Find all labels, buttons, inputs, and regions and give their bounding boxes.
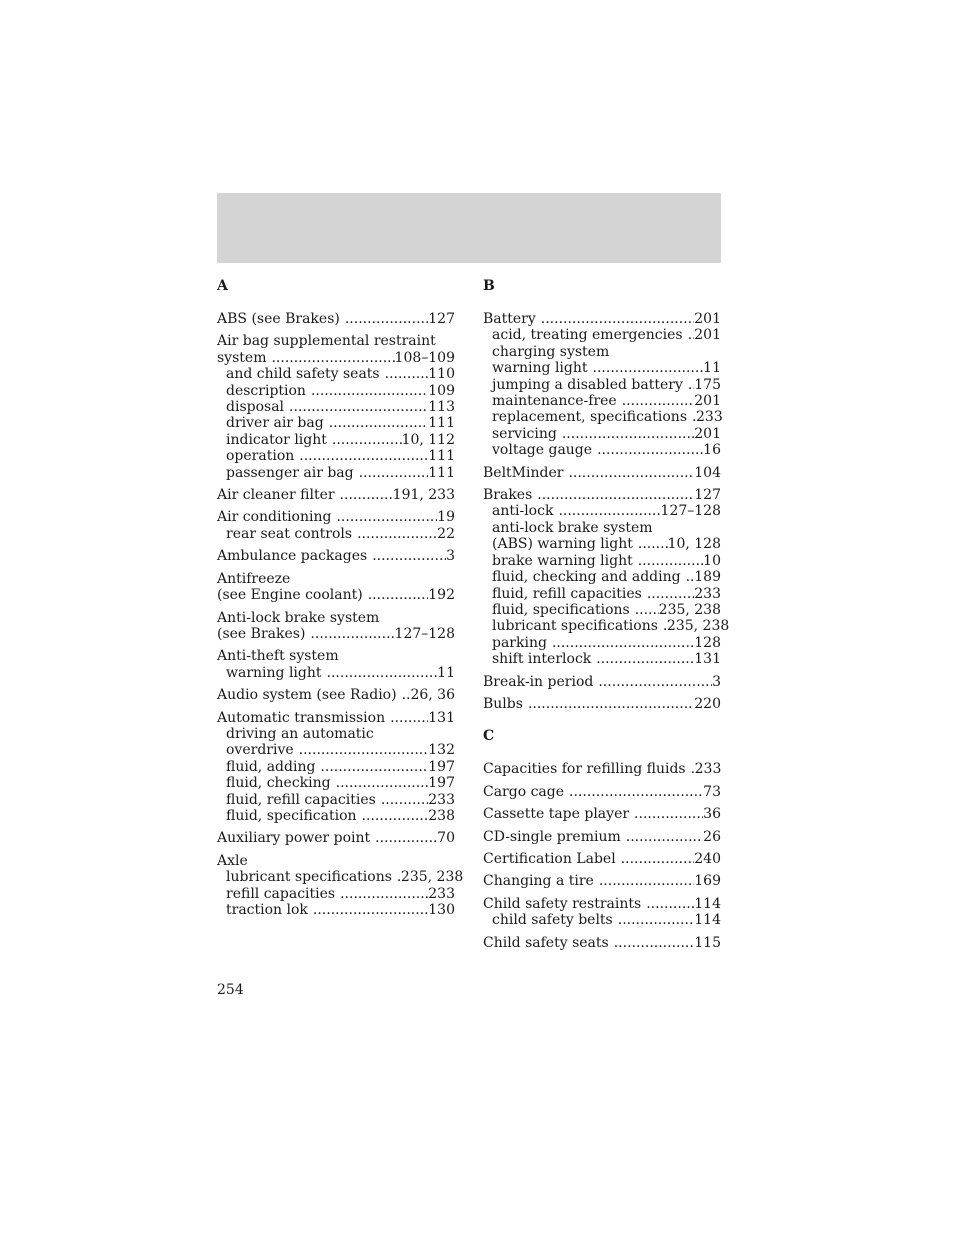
index-entry bbox=[217, 648, 455, 681]
page-reference: 109 bbox=[428, 382, 455, 399]
index-heading bbox=[217, 571, 455, 587]
entry-text: Ambulance packages bbox=[217, 548, 368, 565]
index-subentry bbox=[483, 409, 721, 425]
dot-leader bbox=[593, 360, 704, 376]
index-heading bbox=[217, 548, 455, 564]
dot-leader bbox=[329, 415, 429, 431]
index-subentry bbox=[217, 726, 455, 742]
page-reference: 111 bbox=[428, 415, 455, 432]
dot-leader bbox=[569, 784, 703, 800]
page-reference: 240 bbox=[694, 850, 721, 867]
index-subentry bbox=[217, 415, 455, 431]
entry-text: anti-lock bbox=[492, 503, 554, 520]
index-subentry bbox=[217, 759, 455, 775]
entry-text: Anti-theft system bbox=[217, 648, 339, 665]
index-entry bbox=[483, 696, 721, 712]
entry-text: charging system bbox=[492, 343, 610, 360]
dot-leader bbox=[597, 442, 703, 458]
index-heading bbox=[217, 687, 455, 703]
index-heading bbox=[483, 465, 721, 481]
dot-leader bbox=[537, 487, 694, 503]
entry-text: CD-single premium bbox=[483, 828, 621, 845]
dot-leader bbox=[614, 935, 695, 951]
index-entry bbox=[217, 830, 455, 846]
entry-text: Air conditioning bbox=[217, 509, 332, 526]
entry-text: overdrive bbox=[226, 742, 294, 759]
entry-text: fluid, checking and adding bbox=[492, 569, 681, 586]
page-reference: 220 bbox=[694, 695, 721, 712]
dot-leader bbox=[634, 806, 703, 822]
index-subentry bbox=[483, 503, 721, 519]
index-heading bbox=[217, 311, 455, 327]
entry-text: Audio system (see Radio) bbox=[217, 687, 397, 704]
index-heading bbox=[217, 333, 455, 349]
entry-text: fluid, adding bbox=[226, 758, 316, 775]
index-heading bbox=[217, 587, 455, 603]
dot-leader bbox=[541, 311, 694, 327]
dot-leader bbox=[688, 327, 695, 343]
entry-text: Cassette tape player bbox=[483, 806, 630, 823]
index-heading bbox=[483, 311, 721, 327]
dot-leader bbox=[598, 674, 712, 690]
dot-leader bbox=[372, 548, 446, 564]
index-heading bbox=[483, 487, 721, 503]
index-entry bbox=[217, 710, 455, 825]
dot-leader bbox=[528, 696, 694, 712]
dot-leader bbox=[618, 912, 695, 928]
index-heading bbox=[483, 674, 721, 690]
entry-text: shift interlock bbox=[492, 651, 592, 668]
dot-leader bbox=[357, 526, 437, 542]
entry-text: Bulbs bbox=[483, 695, 523, 712]
entry-text: (see Engine coolant) bbox=[217, 587, 363, 604]
dot-leader bbox=[385, 366, 429, 382]
page-reference: 26, 36 bbox=[410, 687, 455, 704]
index-subentry bbox=[483, 426, 721, 442]
index-entry bbox=[217, 487, 455, 503]
index-column-right bbox=[483, 278, 730, 957]
dot-leader bbox=[320, 759, 428, 775]
index-subentry bbox=[483, 602, 721, 618]
page-reference: 111 bbox=[428, 464, 455, 481]
index-subentry bbox=[217, 902, 455, 918]
entry-text: anti-lock brake system bbox=[492, 519, 653, 536]
dot-leader bbox=[299, 742, 429, 758]
dot-leader bbox=[340, 487, 393, 503]
entry-text: Automatic transmission bbox=[217, 709, 386, 726]
entry-text: jumping a disabled battery bbox=[492, 376, 683, 393]
page-reference: 192 bbox=[428, 587, 455, 604]
index-subentry bbox=[217, 399, 455, 415]
entry-text: voltage gauge bbox=[492, 442, 593, 459]
index-subentry bbox=[217, 383, 455, 399]
index-subentry bbox=[483, 635, 721, 651]
index-entry bbox=[483, 674, 721, 690]
entry-text: servicing bbox=[492, 425, 557, 442]
dot-leader bbox=[359, 465, 429, 481]
dot-leader bbox=[622, 393, 695, 409]
page-reference: 19 bbox=[437, 509, 455, 526]
dot-leader bbox=[368, 587, 429, 603]
index-entry bbox=[217, 311, 455, 327]
page-reference: 115 bbox=[694, 934, 721, 951]
entry-text: Auxiliary power point bbox=[217, 830, 371, 847]
entry-text: Axle bbox=[217, 852, 248, 869]
page-reference: 111 bbox=[428, 448, 455, 465]
index-subentry bbox=[217, 869, 464, 886]
page-reference: 189 bbox=[694, 569, 721, 586]
entry-text: Capacities for refilling fluids bbox=[483, 761, 686, 778]
page-reference: 110 bbox=[428, 366, 455, 383]
entry-text: Anti-lock brake system bbox=[217, 609, 380, 626]
index-heading bbox=[217, 509, 455, 525]
index-subentry bbox=[483, 912, 721, 928]
dot-leader bbox=[299, 448, 428, 464]
dot-leader bbox=[327, 665, 438, 681]
page-reference: 26 bbox=[703, 828, 721, 845]
dot-leader bbox=[336, 509, 437, 525]
header-band bbox=[217, 193, 721, 263]
entry-text: operation bbox=[226, 448, 295, 465]
dot-leader bbox=[635, 602, 659, 618]
index-heading bbox=[217, 853, 455, 869]
page-reference: 10, 128 bbox=[667, 536, 721, 553]
index-subentry bbox=[217, 886, 455, 902]
dot-leader bbox=[362, 808, 429, 824]
dot-leader bbox=[686, 569, 695, 585]
section-letter: C bbox=[483, 728, 495, 745]
page-reference: 22 bbox=[437, 525, 455, 542]
entry-text: Air bag supplemental restraint bbox=[217, 333, 436, 350]
entry-text: Cargo cage bbox=[483, 783, 565, 800]
dot-leader bbox=[646, 896, 694, 912]
index-entry bbox=[217, 687, 455, 703]
index-entry bbox=[483, 761, 721, 777]
dot-leader bbox=[596, 651, 694, 667]
entry-text: Changing a tire bbox=[483, 873, 594, 890]
dot-leader bbox=[313, 902, 428, 918]
index-entry bbox=[483, 873, 721, 889]
page-reference: 169 bbox=[694, 873, 721, 890]
index-entry bbox=[217, 509, 455, 542]
page-number: 254 bbox=[217, 982, 244, 998]
page-reference: 201 bbox=[694, 311, 721, 327]
page-reference: 233 bbox=[694, 585, 721, 602]
index-heading bbox=[217, 626, 455, 642]
entry-text: fluid, checking bbox=[226, 775, 331, 792]
page-reference: 130 bbox=[428, 902, 455, 918]
index-heading bbox=[217, 830, 455, 846]
page-reference: 132 bbox=[428, 742, 455, 759]
index-subentry bbox=[483, 651, 721, 667]
entry-text: fluid, specifications bbox=[492, 601, 630, 618]
entry-text: rear seat controls bbox=[226, 525, 353, 542]
page-reference: 238 bbox=[428, 807, 455, 824]
page-reference: 70 bbox=[437, 830, 455, 847]
entry-text: fluid, specification bbox=[226, 807, 357, 824]
index-subentry bbox=[217, 775, 455, 791]
dot-leader bbox=[289, 399, 428, 415]
dot-leader bbox=[558, 503, 660, 519]
page-reference: 16 bbox=[703, 442, 721, 459]
index-subentry bbox=[483, 360, 721, 376]
index-heading bbox=[483, 806, 721, 822]
index-heading bbox=[217, 350, 455, 366]
index-subentry bbox=[483, 569, 721, 585]
index-subentry bbox=[217, 448, 455, 464]
dot-leader bbox=[381, 792, 428, 808]
index-heading bbox=[217, 610, 455, 626]
index-heading bbox=[483, 896, 721, 912]
entry-text: lubricant specifications bbox=[492, 618, 658, 635]
entry-text: indicator light bbox=[226, 431, 327, 448]
page-reference: 114 bbox=[694, 895, 721, 912]
dot-leader bbox=[599, 873, 694, 889]
dot-leader bbox=[552, 635, 694, 651]
page-reference: 233 bbox=[694, 761, 722, 778]
index-subentry bbox=[483, 536, 721, 552]
dot-leader bbox=[271, 350, 394, 366]
entry-text: warning light bbox=[492, 360, 588, 377]
index-heading bbox=[483, 829, 721, 845]
entry-text: maintenance-free bbox=[492, 393, 617, 410]
page-reference: 108–109 bbox=[394, 349, 455, 366]
page-reference: 131 bbox=[428, 709, 455, 726]
index-heading bbox=[217, 487, 455, 503]
entry-text: driving an automatic bbox=[226, 725, 374, 742]
index-subentry bbox=[217, 366, 455, 382]
entry-text: Child safety restraints bbox=[483, 895, 642, 912]
dot-leader bbox=[390, 710, 428, 726]
section-letter: B bbox=[483, 278, 495, 294]
dot-leader bbox=[336, 775, 429, 791]
entry-text: passenger air bag bbox=[226, 464, 354, 481]
index-subentry bbox=[483, 327, 721, 343]
entry-text: ABS (see Brakes) bbox=[217, 311, 340, 327]
page-reference: 127–128 bbox=[394, 625, 455, 642]
index-entry bbox=[217, 333, 455, 481]
page-reference: 113 bbox=[428, 399, 455, 416]
page-reference: 131 bbox=[694, 651, 721, 668]
index-entry bbox=[483, 935, 721, 951]
entry-text: disposal bbox=[226, 399, 285, 416]
page-reference: 10 bbox=[703, 552, 721, 569]
index-heading bbox=[483, 873, 721, 889]
dot-leader bbox=[638, 536, 668, 552]
entry-text: Child safety seats bbox=[483, 934, 609, 951]
index-subentry bbox=[483, 618, 730, 635]
index-heading bbox=[217, 648, 455, 664]
index-subentry bbox=[483, 586, 721, 602]
page-reference: 235, 238 bbox=[658, 601, 721, 618]
index-subentry bbox=[217, 465, 455, 481]
entry-text: Brakes bbox=[483, 487, 533, 504]
page-reference: 128 bbox=[694, 634, 721, 651]
index-column-left bbox=[217, 278, 464, 924]
index-heading bbox=[217, 710, 455, 726]
index-entry bbox=[483, 829, 721, 845]
page-reference: 201 bbox=[694, 425, 721, 442]
index-subentry bbox=[217, 526, 455, 542]
entry-text: brake warning light bbox=[492, 552, 633, 569]
dot-leader bbox=[562, 426, 694, 442]
index-entry bbox=[483, 465, 721, 481]
page-reference: 36 bbox=[703, 806, 721, 823]
dot-leader bbox=[621, 851, 695, 867]
index-heading bbox=[483, 935, 721, 951]
page-reference: 3 bbox=[446, 548, 455, 565]
index-heading bbox=[483, 851, 721, 867]
entry-text: warning light bbox=[226, 664, 322, 681]
dot-leader bbox=[626, 829, 703, 845]
entry-text: (see Brakes) bbox=[217, 625, 306, 642]
page-reference: 127–128 bbox=[660, 503, 721, 520]
page-reference: 197 bbox=[428, 775, 455, 792]
entry-text: lubricant specifications bbox=[226, 869, 392, 886]
entry-text: driver air bag bbox=[226, 415, 324, 432]
dot-leader bbox=[311, 383, 428, 399]
dot-leader bbox=[345, 311, 428, 327]
page-reference: 201 bbox=[694, 327, 721, 344]
page-reference: 11 bbox=[703, 360, 721, 377]
page-reference: 235, 238 bbox=[666, 618, 730, 635]
page-reference: 233 bbox=[696, 409, 723, 426]
index-subentry bbox=[217, 792, 455, 808]
entry-text: parking bbox=[492, 634, 547, 651]
index-subentry bbox=[483, 553, 721, 569]
page-reference: 10, 112 bbox=[401, 431, 455, 448]
index-subentry bbox=[483, 520, 721, 536]
index-entry bbox=[217, 610, 455, 643]
page-reference: 3 bbox=[712, 673, 721, 690]
page-reference: 11 bbox=[437, 664, 455, 681]
index-subentry bbox=[483, 442, 721, 458]
index-entry bbox=[217, 571, 455, 604]
entry-text: Break-in period bbox=[483, 673, 594, 690]
entry-text: Battery bbox=[483, 311, 536, 327]
page-reference: 191, 233 bbox=[392, 487, 455, 504]
entry-text: fluid, refill capacities bbox=[226, 791, 376, 808]
page-reference: 104 bbox=[694, 464, 721, 481]
dot-leader bbox=[568, 465, 694, 481]
index-subentry bbox=[217, 432, 455, 448]
page-reference: 235, 238 bbox=[400, 869, 464, 886]
page-reference: 197 bbox=[428, 758, 455, 775]
dot-leader bbox=[310, 626, 394, 642]
page-reference: 127 bbox=[694, 487, 721, 504]
dot-leader bbox=[340, 886, 428, 902]
entry-text: description bbox=[226, 382, 306, 399]
index-subentry bbox=[483, 377, 721, 393]
entry-text: system bbox=[217, 349, 267, 366]
entry-text: Antifreeze bbox=[217, 570, 291, 587]
index-subentry bbox=[217, 742, 455, 758]
entry-text: replacement, specifications bbox=[492, 409, 688, 426]
page-reference: 201 bbox=[694, 393, 721, 410]
index-heading bbox=[483, 784, 721, 800]
entry-text: acid, treating emergencies bbox=[492, 327, 683, 344]
index-entry bbox=[483, 806, 721, 822]
index-subentry bbox=[217, 808, 455, 824]
entry-text: traction lok bbox=[226, 902, 308, 918]
page-reference: 127 bbox=[428, 311, 455, 327]
entry-text: Certification Label bbox=[483, 850, 616, 867]
page-reference: 73 bbox=[703, 783, 721, 800]
dot-leader bbox=[402, 687, 411, 703]
index-subentry bbox=[483, 344, 721, 360]
entry-text: refill capacities bbox=[226, 885, 336, 902]
index-heading bbox=[483, 696, 721, 712]
dot-leader bbox=[647, 586, 694, 602]
index-entry bbox=[217, 852, 464, 919]
page-reference: 175 bbox=[694, 376, 721, 393]
index-subentry bbox=[217, 665, 455, 681]
entry-text: fluid, refill capacities bbox=[492, 585, 642, 602]
index-heading bbox=[483, 761, 721, 777]
entry-text: (ABS) warning light bbox=[492, 536, 633, 553]
entry-text: child safety belts bbox=[492, 912, 613, 929]
entry-text: and child safety seats bbox=[226, 366, 380, 383]
page-reference: 233 bbox=[428, 885, 455, 902]
index-entry bbox=[483, 311, 721, 459]
index-entry bbox=[217, 548, 455, 564]
page-reference: 114 bbox=[694, 912, 721, 929]
dot-leader bbox=[332, 432, 402, 448]
index-entry bbox=[483, 784, 721, 800]
section-letter: A bbox=[217, 278, 228, 294]
dot-leader bbox=[638, 553, 703, 569]
index-entry bbox=[483, 896, 721, 929]
index-subentry bbox=[483, 393, 721, 409]
page-reference: 233 bbox=[428, 791, 455, 808]
index-entry bbox=[483, 487, 730, 668]
entry-text: Air cleaner filter bbox=[217, 487, 335, 504]
index-entry bbox=[483, 851, 721, 867]
entry-text: BeltMinder bbox=[483, 464, 564, 481]
dot-leader bbox=[375, 830, 437, 846]
